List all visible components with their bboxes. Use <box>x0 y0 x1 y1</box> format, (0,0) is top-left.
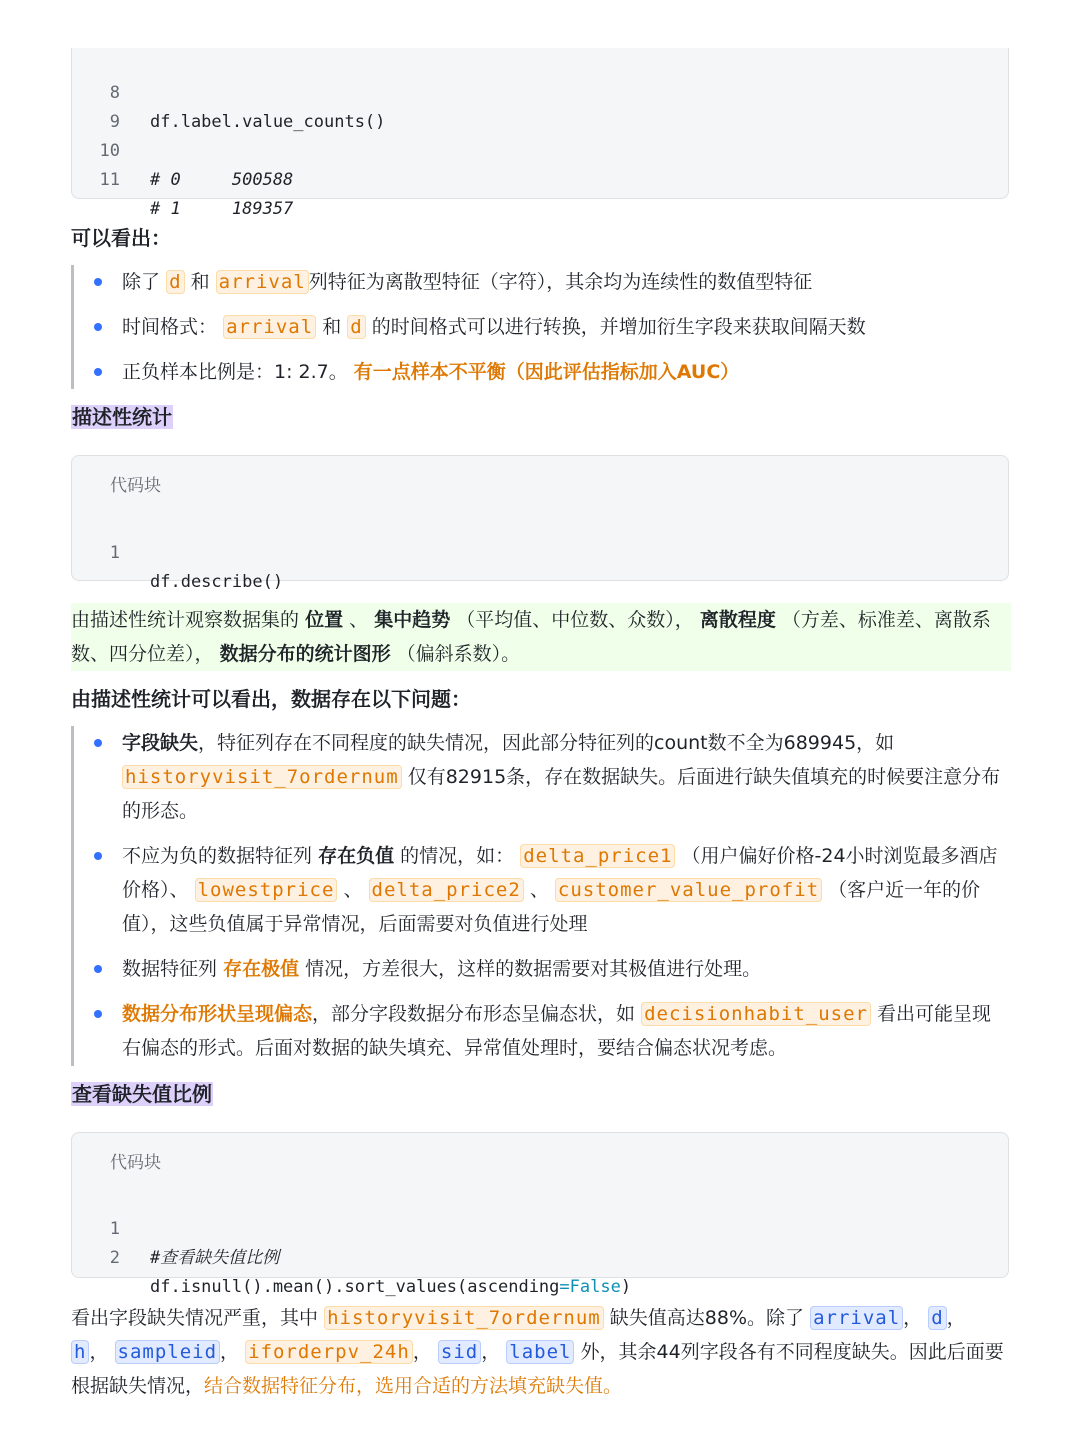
code-line <box>72 510 284 592</box>
heading-text: 描述性统计 <box>72 405 172 429</box>
text: 缺失值高达88%。除了 <box>609 1307 805 1329</box>
highlight-text: 存在极值 <box>223 958 300 980</box>
code-block-describe <box>71 455 1009 592</box>
separator: ， <box>89 1341 109 1363</box>
text: 、 <box>343 879 363 901</box>
list-item <box>74 355 1009 389</box>
inline-code: delta_price2 <box>369 878 524 902</box>
text: 的情况，如： <box>400 845 515 867</box>
text: 的时间格式可以进行转换，并增加衍生字段来获取间隔天数 <box>371 316 866 338</box>
conclusion-paragraph <box>71 1301 1009 1403</box>
code-comment: #查看缺失值比例 <box>150 1248 280 1268</box>
list-item <box>74 952 1009 986</box>
code-token: ) <box>620 1277 632 1297</box>
text: 、 <box>529 879 549 901</box>
separator: ， <box>412 1341 432 1363</box>
text: 看出可能呈现右偏态的形式。后面对数据的缺失填充、异常值处理时，要结合偏态状况考虑。 <box>122 1003 992 1059</box>
text: 不应为负的数据特征列 <box>122 845 313 867</box>
list-item <box>74 839 1009 941</box>
text: 外，其余44列字段各有不同程度缺失。因此后面要根据缺失情况， <box>71 1341 1004 1397</box>
line-number: 10 <box>99 141 120 161</box>
bold-text: 位置 <box>305 609 344 631</box>
bullet-icon <box>94 852 102 860</box>
text: （用户偏好价格-24小时浏览最多酒店价格）、 <box>122 845 998 901</box>
bullet-icon <box>94 323 102 331</box>
bold-text: 数据分布的统计图形 <box>219 643 391 665</box>
text: 列特征为离散型特征（字符），其余均为连续性的数值型特征 <box>308 271 813 293</box>
inline-code: d <box>928 1306 946 1330</box>
section-heading-describe <box>71 400 173 434</box>
line-number: 11 <box>99 170 120 190</box>
code-line <box>72 50 386 132</box>
highlight-text: 结合数据特征分布，选用合适的方法填充缺失值。 <box>204 1375 623 1397</box>
code-operator: = <box>559 1277 570 1297</box>
issues-heading: 由描述性统计可以看出，数据存在以下问题： <box>71 687 471 711</box>
describe-paragraph <box>71 603 1009 671</box>
highlight-text: 有一点样本不平衡（因此评估指标加入AUC） <box>353 361 740 383</box>
inline-code: iforderpv_24h <box>245 1340 413 1364</box>
list-item <box>74 726 1009 828</box>
inline-code: historyvisit_7ordernum <box>324 1306 604 1330</box>
code-line <box>72 79 120 132</box>
text: （方差、标准差、离散系数、四分位差）， <box>71 609 991 665</box>
text: 和 <box>322 316 342 338</box>
text: （客户近一年的价值），这些负值属于异常情况，后面需要对负值进行处理 <box>122 879 981 935</box>
section-heading-missing <box>71 1077 213 1111</box>
bold-text: 字段缺失 <box>122 732 199 754</box>
list-item <box>74 310 1009 344</box>
inline-code: lowestprice <box>195 878 338 902</box>
inline-code: d <box>166 270 184 294</box>
bullet-icon <box>94 739 102 747</box>
text: 数据特征列 <box>122 958 218 980</box>
separator: ， <box>481 1341 501 1363</box>
inline-code: sid <box>438 1340 481 1364</box>
code-comment: # 1 189357 <box>150 199 294 219</box>
code-text: df.describe() <box>150 572 284 592</box>
text: ，部分字段数据分布形态呈偏态状，如 <box>312 1003 636 1025</box>
inline-code: arrival <box>216 270 309 294</box>
separator: ， <box>946 1307 966 1329</box>
observe-heading: 可以看出： <box>71 226 171 250</box>
code-text: df.label.value_counts() <box>150 112 386 132</box>
heading-text: 查看缺失值比例 <box>72 1082 212 1106</box>
text: 、 <box>349 609 369 631</box>
code-block-value-counts <box>71 48 1009 219</box>
code-block-caption: 代码块 <box>110 476 161 496</box>
text: 情况，方差很大，这样的数据需要对其极值进行处理。 <box>305 958 762 980</box>
text: ，特征列存在不同程度的缺失情况，因此部分特征列的count数不全为689945，如 <box>198 732 895 754</box>
line-number: 8 <box>109 83 120 103</box>
inline-code: customer_value_profit <box>555 878 822 902</box>
text: 看出字段缺失情况严重，其中 <box>71 1307 319 1329</box>
bold-text: 集中趋势 <box>374 609 451 631</box>
line-number: 9 <box>109 112 120 132</box>
observe-quote <box>71 265 1009 389</box>
inline-code: delta_price1 <box>520 844 675 868</box>
code-line <box>72 1186 280 1268</box>
inline-code: arrival <box>810 1306 903 1330</box>
text: （偏斜系数）。 <box>396 643 521 665</box>
code-token: df.isnull().mean().sort_values(ascending <box>150 1277 560 1297</box>
code-block-caption: 代码块 <box>110 1153 161 1173</box>
line-number: 2 <box>109 1248 120 1268</box>
code-comment: # 0 500588 <box>150 170 294 190</box>
separator: ， <box>903 1307 923 1329</box>
bullet-icon <box>94 368 102 376</box>
text: 时间格式： <box>122 316 218 338</box>
inline-code: historyvisit_7ordernum <box>122 765 402 789</box>
inline-code: sampleid <box>115 1340 221 1364</box>
inline-code: label <box>506 1340 574 1364</box>
code-block-missing <box>71 1132 1009 1297</box>
text: 和 <box>190 271 210 293</box>
bullet-icon <box>94 278 102 286</box>
inline-code: decisionhabit_user <box>641 1002 871 1026</box>
code-keyword: False <box>569 1277 621 1297</box>
bullet-icon <box>94 965 102 973</box>
text: 由描述性统计观察数据集的 <box>71 609 300 631</box>
line-number: 1 <box>109 1219 120 1239</box>
list-item <box>74 265 1009 299</box>
line-number: 1 <box>109 543 120 563</box>
bold-text: 存在负值 <box>318 845 395 867</box>
separator: ， <box>220 1341 240 1363</box>
bold-text: 离散程度 <box>699 609 776 631</box>
highlight-text: 数据分布形状呈现偏态 <box>122 1003 313 1025</box>
bullet-icon <box>94 1010 102 1018</box>
text: （平均值、中位数、众数）， <box>456 609 694 631</box>
text: 正负样本比例是：1: 2.7。 <box>122 361 348 383</box>
inline-code: h <box>71 1340 89 1364</box>
code-text <box>150 1273 631 1302</box>
inline-code: d <box>347 315 365 339</box>
issues-quote <box>71 726 1009 1066</box>
inline-code: arrival <box>223 315 316 339</box>
text: 除了 <box>122 271 161 293</box>
text: 仅有82915条，存在数据缺失。后面进行缺失值填充的时候要注意分布的形态。 <box>122 766 1001 822</box>
list-item <box>74 997 1009 1065</box>
